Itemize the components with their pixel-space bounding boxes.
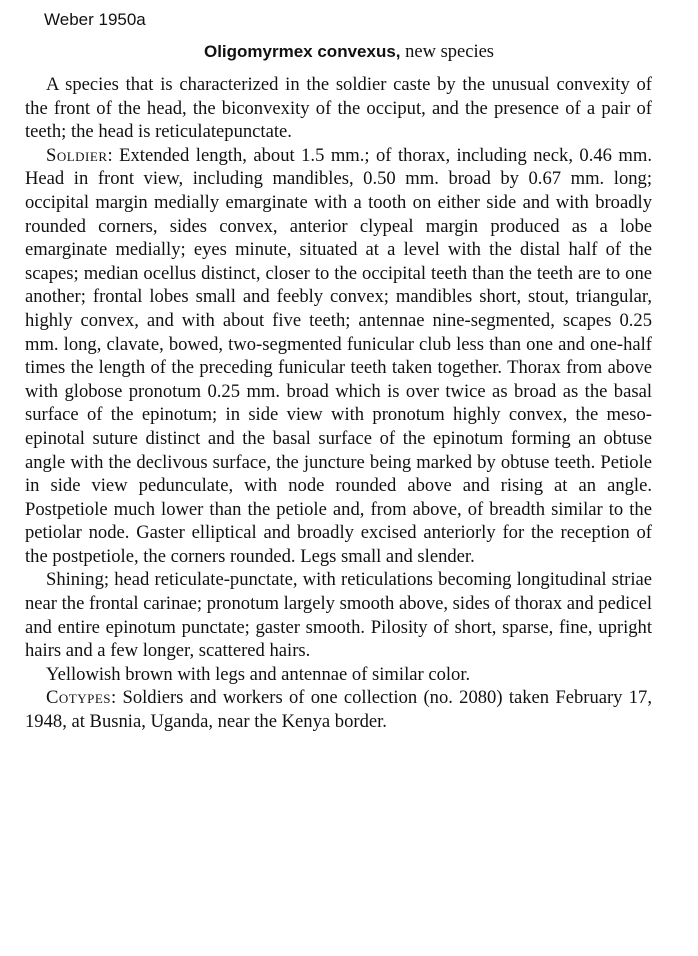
description-body: [25, 73, 652, 734]
paragraph-color: [25, 663, 652, 687]
paragraph-text: : Soldiers and workers of one collection (no. 2080) taken February 17, 1948, at Busnia, Uganda, near the Kenya border.: [25, 687, 652, 733]
paragraph-text: A species that is characterized in the soldier caste by the unusual convexity of the front of the head, the biconvexity of the occiput, and the presence of a pair of teeth; the head is reticulatepunctate.: [25, 74, 652, 143]
paragraph-soldier: [25, 144, 652, 569]
paragraph-lead: Soldier: [46, 144, 108, 166]
paragraph-text: Shining; head reticulate-punctate, with reticulations becoming longitudinal striae near the frontal carinae; pronotum largely smooth above, sides of thorax and pedicel and entire epinotum punctate; gaster smooth. Pilosity of short, sparse, fine, upright hairs and a few longer, scattered hairs.: [25, 569, 652, 662]
paragraph-text: : Extended length, about 1.5 mm.; of thorax, including neck, 0.46 mm. Head in front view, including mandibles, 0.50 mm. broad by 0.67 mm. long; occipital margin medially emarginate with a tooth on either side and with broadly rounded corners, sides convex, anterior clypeal margin produced as a lobe emarginate medially; eyes minute, situated at a level with the distal half of the scapes; median ocellus distinct, closer to the occipital teeth than the teeth are to one another; frontal lobes small and feebly convex; mandibles short, stout, triangular, highly convex, and with about five teeth; antennae nine-segmented, scapes 0.25 mm. long, clavate, bowed, two-segmented funicular club less than one and one-half times the length of the preceding funicular teeth taken together. Thorax from above with globose pronotum 0.25 mm. broad which is over twice as broad as the basal surface of the epinotum; in side view with pronotum highly convex, the meso-epinotal suture distinct and the basal surface of the epinotum forming an obtuse angle with the declivous surface, the juncture being marked by obtuse teeth. Petiole in side view pedunculate, with node rounded above and rising at an angle. Postpetiole much lower than the petiole and, from above, of breadth similar to the petiolar node. Gaster elliptical and broadly excised anteriorly for the reception of the postpetiole, the corners rounded. Legs small and slender.: [25, 144, 652, 567]
species-name: Oligomyrmex convexus,: [203, 42, 401, 61]
species-status: new species: [400, 42, 495, 62]
paragraph-cotypes: [25, 686, 652, 733]
paragraph-lead: Cotypes: [46, 687, 112, 709]
reference-label: Weber 1950a: [44, 10, 146, 29]
paragraph-sculpture: [25, 568, 652, 662]
paragraph-text: Yellowish brown with legs and antennae of similar color.: [46, 663, 471, 685]
paragraph-diagnosis: [25, 73, 652, 144]
species-title: [20, 42, 678, 63]
